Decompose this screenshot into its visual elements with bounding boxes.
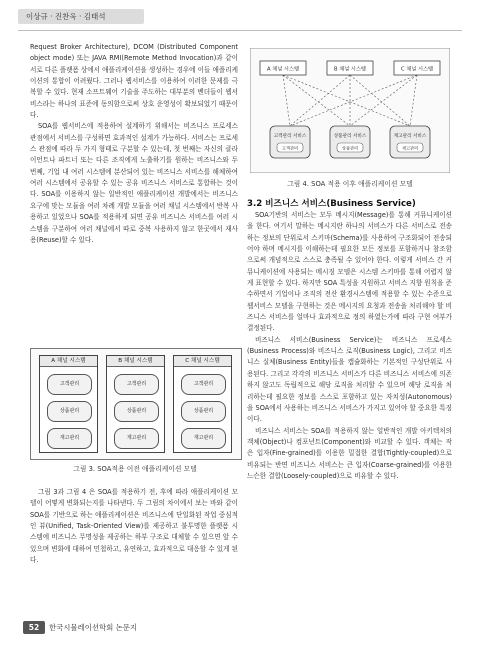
channel-system-a	[39, 355, 98, 453]
left-column-lower	[30, 487, 238, 566]
component-inventory: 재고관리	[114, 428, 159, 449]
right-column	[247, 198, 452, 482]
component-product: 상품관리	[114, 401, 159, 422]
component-customer: 고객관리	[114, 374, 159, 395]
figure-3-diagram	[30, 348, 242, 460]
channel-a-box	[260, 61, 306, 75]
figure-4-caption: 그림 4. SOA 적용 이후 애플리케이션 모델	[287, 180, 413, 188]
right-paragraph-3: 비즈니스 서비스는 SOA를 적용하지 않는 일반적인 개발 아키텍처의 객체(Object)나 컴포넌트(Component)와 비교할 수 있다. 객체는 작은 입자(Fine-grained)를 이용한 밀접한 결합(Tightly-coupled)으로 비유되는 반면 비즈니스 서비스는 큰 입자(Coarse-grained)를 이용한 느슨한 결합(Loosely-coupled)으로 비유할 수 있다.	[247, 426, 452, 480]
channel-system-c	[173, 355, 232, 453]
right-paragraph-1: SOA기반의 서비스는 모두 메시지(Message)를 통해 커뮤니케이션을 한다. 여기서 말하는 메시지란 하나의 서비스가 다른 서비스로 전송하는 정보의 단위로서 스키마(Schema)를 사용하여 구조화되어 전송되어야 하며 메시지를 이해하는데 필요한 모든 정보를 포함하거나 참조함으로써 개념적으로 스스로 충족될 수 있어야 한다. 이렇게 서비스 간 커뮤니케이션에 사용되는 메시징 모델은 시스템 스키마를 통해 어렵지 않게 표현할 수 있다. 하지만 SOA 특성을 지원하고 서비스 지향 원칙을 준수하면서 기업이나 조직의 전산 환경시스템에 적용할 수 있는 수준으로 웹서비스 모델을 구현하는 것은 메시지의 요청과 전송을 처리해야 할 비즈니스 서비스를 얼마나 효과적으로 정의 하였는가에 따라 구현 여부가 결정된다.	[247, 211, 452, 333]
left-paragraph-1: Request Broker Architecture), DCOM (Distributed Component object mode) 또는 JAVA RMI(Remote Method Invocation)과 같이 서로 다른 플랫폼 상에서 애플리케이션을 생성하는 경우에 이들 애플리케이션의 통합이 어려웠다. 그러나 웹서비스를 이용하여 이러한 문제를 극복할 수 있다. 현재 소프트웨어 기술을 주도하는 대부분의 벤더들이 웹서비스라는 하나의 표준에 동의함으로써 상호 운영성이 확보되었기 때문이다.	[30, 43, 238, 120]
figure-4-diagram	[250, 48, 450, 173]
channel-system-b-title: B 채널 시스템	[107, 356, 164, 367]
channel-system-a-title: A 채널 시스템	[40, 356, 97, 367]
customer-service-box	[270, 126, 310, 158]
inventory-service-sub: 재고관리	[401, 145, 419, 151]
left-paragraph-3: 그림 3과 그림 4 은 SOA를 적용하기 전, 후에 따라 애플리케이션 모델이 어떻게 변화되는지를 나타낸다. 두 그림의 차이에서 보는 바와 같이 SOA를 기반으로 하는 애플리케이션은 비즈니스에 단일화된 작업 중심적인 뷰(Unified, Task-Oriented View)를 제공하고 불투명한 플랫폼 시스템에 비즈니스 무명성을 제공하는 하부 구조로 대체할 수 있으면 앞 수 있으며 변화에 대하여 민첩하고, 유연하고, 효과적으로 대응할 수 있게 된다.	[30, 488, 238, 565]
journal-title: 한국시뮬레이션학회 논문지	[49, 623, 138, 632]
channel-b-label: B 채널 시스템	[334, 66, 366, 73]
page-number: 52	[23, 621, 45, 634]
channel-a-label: A 채널 시스템	[267, 66, 299, 73]
product-service-box	[330, 126, 370, 158]
product-service-label: 상품관리 서비스	[333, 134, 367, 139]
component-inventory: 재고관리	[47, 428, 92, 449]
component-product: 상품관리	[47, 401, 92, 422]
channel-c-label: C 채널 시스템	[401, 66, 433, 73]
inventory-service-box	[390, 126, 430, 158]
customer-service-sub: 고객관리	[281, 145, 299, 151]
product-service-sub: 상품관리	[341, 145, 359, 151]
component-customer: 고객관리	[181, 374, 226, 395]
channel-system-b	[106, 355, 165, 453]
channel-b-box	[327, 61, 373, 75]
component-product: 상품관리	[181, 401, 226, 422]
component-inventory: 재고관리	[181, 428, 226, 449]
component-customer: 고객관리	[47, 374, 92, 395]
section-title: 3.2 비즈니스 서비스(Business Service)	[247, 199, 416, 209]
figure-3-caption: 그림 3. SOA적용 이전 애플리케이션 모델	[73, 465, 197, 473]
running-header-authors: 이상규 · 진찬욱 · 김태석	[18, 9, 144, 24]
header-divider	[18, 30, 462, 31]
channel-system-c-title: C 채널 시스템	[174, 356, 231, 367]
left-column	[30, 42, 238, 246]
channel-c-box	[394, 61, 440, 75]
left-paragraph-2: SOA를 웹서비스에 적용하여 설계하기 위해서는 비즈니스 프로세스 관점에서 서비스를 구성하면 효과적인 설계가 가능하다. 서비스는 프로세스 관점에 따라 두 가지 형태로 구분할 수 있는데, 첫 번째는 자신의 클라이언트나 파트너 또는 다른 조직에게 노출하기를 원하는 비즈니스와 두 번째, 기업 내 여러 시스템에 분산되어 있는 비즈니스 서비스를 해체하여 여러 시스템에서 공유할 수 있는 공유 비즈니스 서비스로 통합하는 것이다. SOA를 이용하지 않는 일반적인 애플리케이션 개발에서는 비즈니스 요구에 맞는 모듈을 여러 차례 개발 모듈을 여러 채널 시스템에서 반복 사용하고 있었으나 SOA를 적용하게 되면 공유 비즈니스 서비스를 여러 시스템을 구분하여 여러 채널에서 따로 중복 사용하지 않고 한곳에서 재사용(Reuse)할 수 있다.	[30, 122, 238, 244]
right-paragraph-2: 비즈니스 서비스(Business Service)는 비즈니스 프로세스(Business Process)와 비즈니스 로직(Business Logic), 그리고 비즈니스 실체(Business Entity)들을 캡슐화하는 기본적인 구성단위로 사용된다. 그리고 각각의 비즈니스 서비스가 다른 비즈니스 서비스에 의존하지 않고도 독립적으로 해당 로직을 처리할 수 있으며 해당 로직을 처리하는데 필요한 정보를 스스로 포함하고 있는 자치성(Autonomous)을 SOA에서 사용하는 비즈니스 서비스가 가지고 있어야 할 중요한 특징이다.	[247, 335, 452, 424]
inventory-service-label: 재고관리 서비스	[393, 134, 427, 139]
customer-service-label: 고객관리 서비스	[273, 134, 307, 139]
